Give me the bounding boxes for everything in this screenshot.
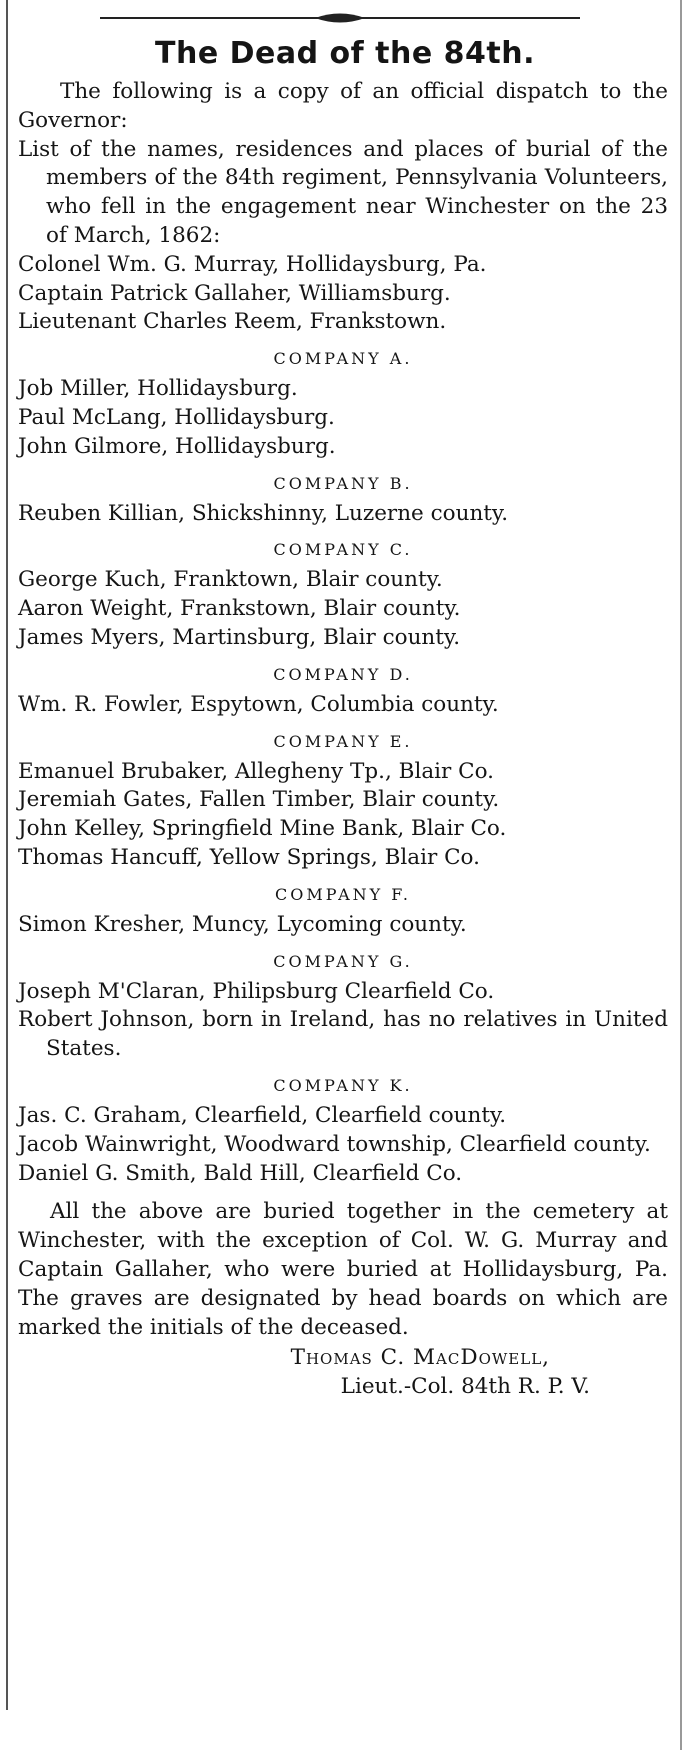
member-entry: John Kelley, Springfield Mine Bank, Blair Co. — [18, 816, 507, 842]
officer-entry: Lieutenant Charles Reem, Frankstown. — [18, 309, 447, 335]
company-f — [18, 885, 668, 940]
company-heading: COMPANY E. — [273, 731, 413, 751]
company-a — [18, 349, 668, 461]
company-c — [18, 540, 668, 652]
member-entry: Reuben Killian, Shickshinny, Luzerne county. — [18, 500, 509, 526]
member-entry: Jas. C. Graham, Clearfield, Clearfield county. — [18, 1102, 507, 1128]
officer-entry: Colonel Wm. G. Murray, Hollidaysburg, Pa. — [18, 251, 487, 277]
intro-paragraph: The following is a copy of an official dispatch to the Governor: — [18, 79, 668, 133]
column-rule-left — [6, 0, 8, 1710]
company-heading: COMPANY B. — [273, 473, 413, 493]
member-entry: Jeremiah Gates, Fallen Timber, Blair county. — [18, 787, 500, 813]
company-heading: COMPANY K. — [273, 1075, 413, 1095]
member-entry: Aaron Weight, Frankstown, Blair county. — [18, 596, 461, 622]
company-heading: COMPANY D. — [273, 664, 413, 684]
signature-rank: Lieut.-Col. 84th R. P. V. — [340, 1374, 590, 1400]
company-heading: COMPANY G. — [273, 951, 413, 971]
company-e — [18, 732, 668, 873]
article-body — [18, 78, 668, 1402]
member-entry: Emanuel Brubaker, Allegheny Tp., Blair Co. — [18, 758, 494, 784]
closing-paragraph: All the above are buried together in the cemetery at Winchester, with the exception of Col. W. G. Murray and Captain Gallaher, who were buried at Hollidaysburg, Pa. The graves are designated by head boards on which are marked the initials of the deceased. — [18, 1199, 668, 1340]
member-entry: Daniel G. Smith, Bald Hill, Clearfield Co. — [18, 1160, 463, 1186]
article-title: The Dead of the 84th. — [155, 36, 535, 71]
member-entry: Paul McLang, Hollidaysburg. — [18, 404, 335, 430]
company-heading: COMPANY A. — [273, 349, 413, 369]
member-entry: Wm. R. Fowler, Espytown, Columbia county. — [18, 691, 499, 717]
member-entry: Robert Johnson, born in Ireland, has no relatives in United States. — [18, 1007, 668, 1062]
company-heading: COMPANY C. — [273, 540, 413, 560]
ornamental-rule — [100, 8, 580, 28]
company-d — [18, 665, 668, 720]
member-entry: James Myers, Martinsburg, Blair county. — [18, 624, 461, 650]
member-entry: George Kuch, Franktown, Blair county. — [18, 567, 443, 593]
member-entry: Job Miller, Hollidaysburg. — [18, 376, 298, 402]
column-rule-right — [680, 0, 682, 1750]
member-entry: Simon Kresher, Muncy, Lycoming county. — [18, 911, 467, 937]
list-heading: List of the names, residences and places of burial of the members of the 84th regiment, Pennsylvania Volunteers, who fell in the engagement near Winchester on the 23 of March, 1862: — [18, 136, 668, 248]
member-entry: Jacob Wainwright, Woodward township, Clearfield county. — [18, 1131, 651, 1157]
officer-entry: Captain Patrick Gallaher, Williamsburg. — [18, 280, 451, 306]
company-b — [18, 474, 668, 529]
company-k — [18, 1076, 668, 1188]
company-heading: COMPANY F. — [275, 884, 411, 904]
company-g — [18, 952, 668, 1064]
signature-name: Thomas C. MacDowell, — [290, 1345, 550, 1371]
officer-list — [18, 251, 668, 337]
member-entry: Joseph M'Claran, Philipsburg Clearfield Co. — [18, 978, 495, 1004]
member-entry: John Gilmore, Hollidaysburg. — [18, 433, 336, 459]
member-entry: Thomas Hancuff, Yellow Springs, Blair Co. — [18, 844, 480, 870]
